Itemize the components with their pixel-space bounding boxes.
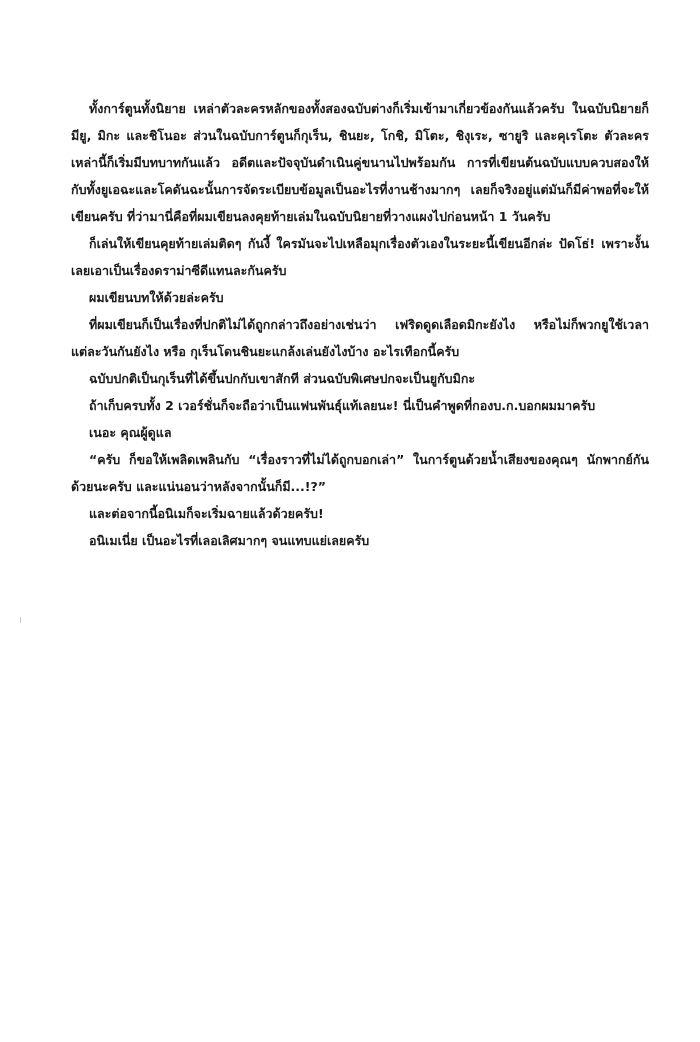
paragraph: “ครับ ก็ขอให้เพลิดเพลินกับ “เรื่องราวที่ไม่ได้ถูกบอกเล่า” ในการ์ตูนด้วยน้ำเสียงของคุณๆ นักพากย์กันด้วยนะครับ และแน่นอนว่าหลังจากนั้นก็มี...!?” xyxy=(71,452,649,494)
paragraph: ก็เล่นให้เขียนคุยท้ายเล่มติดๆ กันงี้ ใครมันจะไปเหลือมุกเรื่องตัวเองในระยะนี้เขียนอีกล่ะ ปัดโธ่! เพราะงั้นเลยเอาเป็นเรื่องดราม่าซีดีแทนละกันครับ xyxy=(71,236,649,278)
paragraph: ฉบับปกติเป็นกุเร็นที่ได้ขึ้นปกกับเขาสักที ส่วนฉบับพิเศษปกจะเป็นยูกับมิกะ xyxy=(89,371,476,386)
body-text xyxy=(71,95,649,554)
paragraph: และต่อจากนี้อนิเมก็จะเริ่มฉายแล้วด้วยครับ! xyxy=(89,506,324,521)
paragraph: ทั้งการ์ตูนทั้งนิยาย เหล่าตัวละครหลักของทั้งสองฉบับต่างก็เริ่มเข้ามาเกี่ยวข้องกันแล้วครับ ในฉบับนิยายก็มียู, มิกะ และชิโนอะ ส่วนในฉบับการ์ตูนก็กุเร็น, ชินยะ, โกชิ, มิโตะ, ชิงุเระ, ซายูริ และคุเรโตะ ตัวละครเหล่านี้ก็เริ่มมีบทบาทกันแล้ว อดีตและปัจจุบันดำเนินคู่ขนานไปพร้อมกัน การที่เขียนต้นฉบับแบบควบสองให้กับทั้งยูเอฉะและโคดันฉะนั้นการจัดระเบียบข้อมูลเป็นอะไรที่งานช้างมากๆ เลยก็จริงอยู่แต่มันก็มีค่าพอที่จะให้เขียนครับ ที่ว่ามานี่คือที่ผมเขียนลงคุยท้ายเล่มในฉบับนิยายที่วางแผงไปก่อนหน้า 1 วันครับ xyxy=(71,101,649,224)
paragraph: ผมเขียนบทให้ด้วยล่ะครับ xyxy=(89,290,224,305)
paragraph: อนิเมเนี่ย เป็นอะไรที่เลอเลิศมากๆ จนแทบแย่เลยครับ xyxy=(89,533,370,548)
margin-mark xyxy=(20,617,21,623)
paragraph: ที่ผมเขียนก็เป็นเรื่องที่ปกติไม่ได้ถูกกล่าวถึงอย่างเช่นว่า เฟริดดูดเลือดมิกะยังไง หรือไม่ก็พวกยูใช้เวลาแต่ละวันกันยังไง หรือ กุเร็นโดนชินยะแกล้งเล่นยังไงบ้าง อะไรเทือกนี้ครับ xyxy=(71,317,649,359)
paragraph: ถ้าเก็บครบทั้ง 2 เวอร์ชั่นก็จะถือว่าเป็นแฟนพันธุ์แท้เลยนะ! นี่เป็นคำพูดที่กองบ.ก.บอกผมมาครับ xyxy=(89,398,596,413)
paragraph: เนอะ คุณผู้ดูแล xyxy=(89,425,172,440)
